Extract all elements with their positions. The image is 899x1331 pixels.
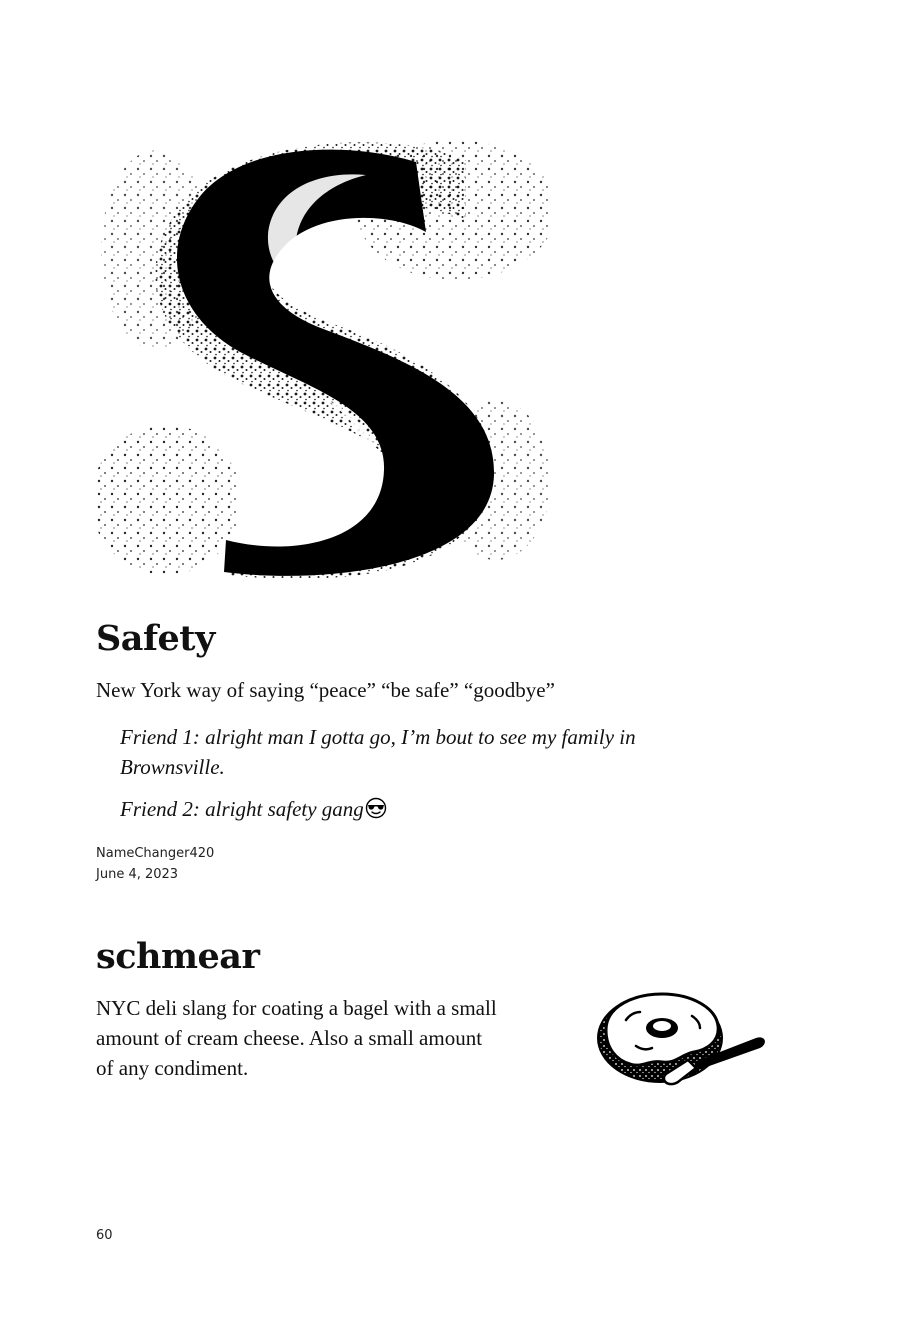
bagel-with-knife-icon (596, 990, 768, 1090)
example-line-1: Friend 1: alright man I gotta go, I’m bout to see my family in (120, 725, 636, 749)
example-line-3 (120, 794, 387, 824)
entry-date: June 4, 2023 (96, 867, 179, 882)
definition-schmear-line-1: NYC deli slang for coating a bagel with a small (96, 996, 497, 1020)
definition-schmear-line-3: of any condiment. (96, 1056, 249, 1080)
definition-safety: New York way of saying “peace” “be safe” “goodbye” (96, 678, 555, 702)
sunglasses-face-icon (365, 797, 387, 819)
example-line-3-text: Friend 2: alright safety gang (120, 797, 364, 821)
entry-title-safety: Safety (96, 618, 215, 659)
page-number: 60 (96, 1228, 113, 1243)
definition-schmear-line-2: amount of cream cheese. Also a small amount (96, 1026, 483, 1050)
example-line-2: Brownsville. (120, 755, 225, 779)
author-name: NameChanger420 (96, 846, 215, 861)
letter-s-illustration (96, 140, 552, 578)
entry-title-schmear: schmear (96, 936, 260, 977)
